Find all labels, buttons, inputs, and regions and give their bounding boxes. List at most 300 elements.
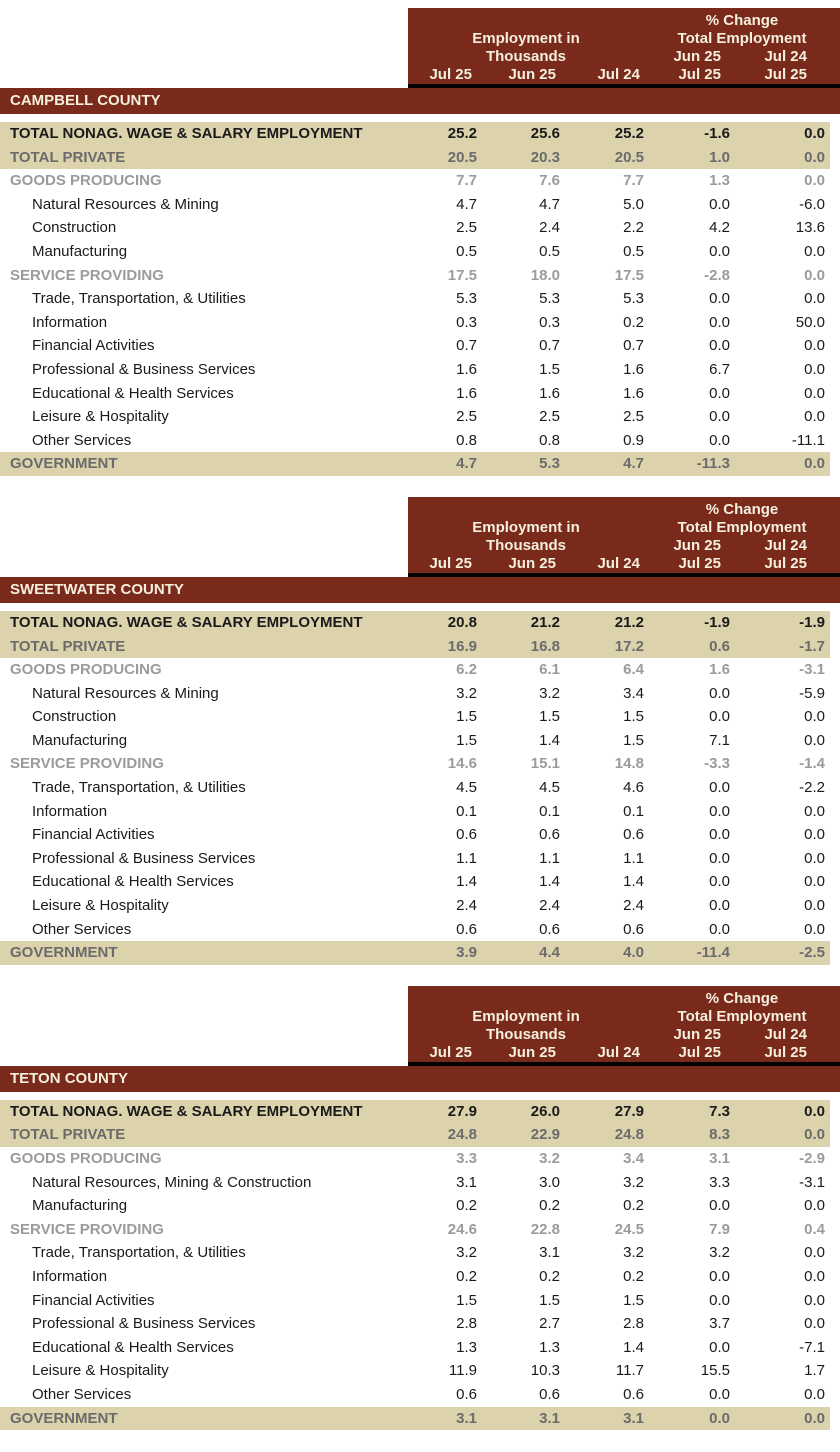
value-cell: 0.0 <box>709 873 730 891</box>
value-cell: 0.0 <box>709 1338 730 1356</box>
value-cell: -1.7 <box>799 637 825 655</box>
value-cell: 0.6 <box>539 826 560 844</box>
value-cell: 0.8 <box>456 431 477 449</box>
row-label: Educational & Health Services <box>32 384 234 402</box>
value-cell: 4.5 <box>456 779 477 797</box>
value-cell: 0.0 <box>804 920 825 938</box>
value-cell: 4.6 <box>623 779 644 797</box>
col-header-jun25: Jun 25 <box>508 66 556 83</box>
value-cell: 25.2 <box>614 125 644 142</box>
value-cell: 24.8 <box>447 1126 477 1144</box>
table-row <box>0 146 830 170</box>
value-cell: 1.3 <box>456 1338 477 1356</box>
header-line-4 <box>408 555 840 573</box>
value-cell: 17.2 <box>614 637 644 655</box>
value-cell: 0.0 <box>804 1315 825 1333</box>
value-cell: 5.3 <box>539 455 560 473</box>
value-cell: 0.0 <box>804 1102 825 1120</box>
value-cell: 0.6 <box>623 826 644 844</box>
value-cell: 1.5 <box>623 708 644 726</box>
row-label: SERVICE PROVIDING <box>10 1220 164 1238</box>
value-cell: 0.0 <box>804 1291 825 1309</box>
value-cell: 0.2 <box>623 1267 644 1285</box>
value-cell: 1.4 <box>623 1338 644 1356</box>
county-name: TETON COUNTY <box>10 1069 129 1087</box>
value-cell: 0.0 <box>804 897 825 915</box>
value-cell: 2.2 <box>623 219 644 237</box>
value-cell: 18.0 <box>530 266 560 284</box>
table-row <box>0 1312 830 1336</box>
value-cell: 1.7 <box>804 1362 825 1380</box>
total-employment-title: Total Employment <box>677 30 807 47</box>
value-cell: -2.9 <box>799 1150 825 1167</box>
ratio-jul24-denominator: Jul 25 <box>764 66 807 83</box>
value-cell: 26.0 <box>530 1102 560 1120</box>
value-cell: 3.1 <box>709 1150 730 1167</box>
value-cell: 50.0 <box>795 313 825 331</box>
value-cell: 8.3 <box>709 1126 730 1144</box>
value-cell: 2.7 <box>539 1315 560 1333</box>
col-header-jul24: Jul 24 <box>597 66 640 83</box>
value-cell: 0.1 <box>623 802 644 820</box>
value-cell: 3.7 <box>709 1315 730 1333</box>
table-row <box>0 264 830 288</box>
value-cell: 7.1 <box>709 731 730 749</box>
row-label: Trade, Transportation, & Utilities <box>32 290 246 308</box>
table-row <box>0 382 830 406</box>
row-label: Leisure & Hospitality <box>32 1362 169 1380</box>
row-label: GOODS PRODUCING <box>10 661 162 679</box>
header-line-2 <box>408 519 840 537</box>
row-label: Natural Resources & Mining <box>32 195 219 213</box>
value-cell: 1.4 <box>539 731 560 749</box>
value-cell: 0.0 <box>709 1197 730 1215</box>
value-cell: 0.8 <box>539 431 560 449</box>
value-cell: 6.4 <box>623 661 644 679</box>
value-cell: 0.0 <box>804 148 825 166</box>
value-cell: 0.0 <box>804 873 825 891</box>
value-cell: 0.6 <box>456 1385 477 1403</box>
pct-change-title: % Change <box>705 500 779 518</box>
employment-in-title: Employment in <box>472 518 580 536</box>
value-cell: 1.6 <box>623 384 644 402</box>
ratio-jul24-denominator: Jul 25 <box>764 554 807 572</box>
value-cell: 1.5 <box>456 731 477 749</box>
thousands-title: Thousands <box>485 48 566 65</box>
row-label: Information <box>32 313 108 331</box>
value-cell: 0.0 <box>804 290 825 308</box>
col-header-jul25: Jul 25 <box>429 66 472 83</box>
table-row <box>0 705 830 729</box>
value-cell: 7.6 <box>539 172 560 190</box>
value-cell: -2.5 <box>799 944 825 962</box>
table-row <box>0 894 830 918</box>
value-cell: 0.0 <box>804 1244 825 1262</box>
value-cell: 7.9 <box>709 1220 730 1238</box>
table-row <box>0 611 830 635</box>
row-label: Manufacturing <box>32 1197 128 1215</box>
table-row <box>0 847 830 871</box>
value-cell: -6.0 <box>799 195 825 213</box>
value-cell: 1.5 <box>539 708 560 726</box>
value-cell: 0.0 <box>804 242 825 260</box>
value-cell: 4.0 <box>623 944 644 962</box>
value-cell: 0.5 <box>623 242 644 260</box>
value-cell: -2.2 <box>799 779 825 797</box>
value-cell: 1.1 <box>623 849 644 867</box>
row-label: Construction <box>32 219 117 237</box>
header-line-3 <box>408 537 840 555</box>
value-cell: 2.5 <box>456 219 477 237</box>
row-label: Information <box>32 1267 108 1285</box>
value-cell: 11.7 <box>615 1362 644 1380</box>
row-label: Other Services <box>32 1385 132 1403</box>
header-line-2 <box>408 30 840 48</box>
table-row <box>0 1171 830 1195</box>
table-row <box>0 823 830 847</box>
table-row <box>0 287 830 311</box>
county-name: CAMPBELL COUNTY <box>10 92 161 109</box>
value-cell: 20.8 <box>447 613 477 631</box>
table-row <box>0 776 830 800</box>
value-cell: 0.0 <box>709 431 730 449</box>
table-row <box>0 1147 830 1171</box>
row-label: TOTAL PRIVATE <box>10 1126 126 1144</box>
table-row <box>0 870 830 894</box>
value-cell: 3.1 <box>623 1409 644 1427</box>
value-cell: 0.0 <box>804 1126 825 1144</box>
value-cell: 4.7 <box>623 455 644 473</box>
value-cell: 0.0 <box>709 779 730 797</box>
county-employment-table <box>0 986 840 1430</box>
value-cell: 0.0 <box>709 897 730 915</box>
value-cell: 4.7 <box>539 195 560 213</box>
value-cell: -1.9 <box>704 613 730 631</box>
value-cell: -11.4 <box>696 944 730 962</box>
value-cell: 4.5 <box>539 779 560 797</box>
row-label: Other Services <box>32 431 132 449</box>
value-cell: 1.4 <box>456 873 477 891</box>
value-cell: 6.1 <box>539 661 560 679</box>
value-cell: 16.9 <box>447 637 477 655</box>
value-cell: 3.2 <box>456 684 477 702</box>
value-cell: -3.1 <box>799 1173 825 1191</box>
row-label: Leisure & Hospitality <box>32 897 169 915</box>
ratio-jun25-numerator: Jun 25 <box>673 48 721 65</box>
value-cell: -11.1 <box>791 431 825 449</box>
table-row <box>0 1383 830 1407</box>
total-employment-title: Total Employment <box>677 1007 807 1025</box>
table-row <box>0 193 830 217</box>
value-cell: -2.8 <box>704 266 730 284</box>
value-cell: 1.5 <box>539 360 560 378</box>
value-cell: 0.0 <box>709 242 730 260</box>
row-label: Financial Activities <box>32 1291 155 1309</box>
value-cell: 1.5 <box>456 708 477 726</box>
value-cell: 7.3 <box>709 1102 730 1120</box>
value-cell: 25.2 <box>447 125 477 142</box>
ratio-jun25-numerator: Jun 25 <box>673 1025 721 1043</box>
value-cell: 1.5 <box>539 1291 560 1309</box>
ratio-jul24-numerator: Jul 24 <box>764 536 807 554</box>
value-cell: 0.6 <box>623 1385 644 1403</box>
header-line-2 <box>408 1008 840 1026</box>
value-cell: 0.0 <box>804 172 825 190</box>
value-cell: 0.0 <box>709 826 730 844</box>
col-header-jul24: Jul 24 <box>597 1043 640 1061</box>
row-label: Natural Resources & Mining <box>32 684 219 702</box>
value-cell: 2.5 <box>539 408 560 426</box>
value-cell: 13.6 <box>795 219 825 237</box>
county-employment-table <box>0 8 840 476</box>
value-cell: 7.7 <box>456 172 477 190</box>
ratio-jun25-numerator: Jun 25 <box>673 536 721 554</box>
value-cell: 21.2 <box>614 613 644 631</box>
row-label: TOTAL PRIVATE <box>10 637 126 655</box>
table-header <box>408 986 840 1066</box>
value-cell: 3.2 <box>539 684 560 702</box>
value-cell: 16.8 <box>530 637 560 655</box>
value-cell: 1.5 <box>623 731 644 749</box>
value-cell: 0.6 <box>623 920 644 938</box>
table-row <box>0 169 830 193</box>
table-row <box>0 1194 830 1218</box>
value-cell: 3.2 <box>623 1173 644 1191</box>
value-cell: 0.0 <box>804 731 825 749</box>
value-cell: 1.3 <box>709 172 730 190</box>
employment-in-title: Employment in <box>472 30 580 47</box>
value-cell: 0.6 <box>456 826 477 844</box>
value-cell: 0.0 <box>804 849 825 867</box>
value-cell: 0.0 <box>804 1197 825 1215</box>
value-cell: 22.8 <box>530 1220 560 1238</box>
value-cell: 4.7 <box>456 455 477 473</box>
col-header-jul25: Jul 25 <box>429 554 472 572</box>
county-bar <box>0 577 840 603</box>
table-row <box>0 358 830 382</box>
value-cell: 1.5 <box>623 1291 644 1309</box>
value-cell: 0.0 <box>804 125 825 142</box>
row-label: GOODS PRODUCING <box>10 172 162 190</box>
table-row <box>0 1336 830 1360</box>
value-cell: 0.0 <box>709 920 730 938</box>
value-cell: 3.3 <box>709 1173 730 1191</box>
row-label: GOVERNMENT <box>10 1409 118 1427</box>
row-label: GOVERNMENT <box>10 455 118 473</box>
value-cell: 20.5 <box>447 148 477 166</box>
row-label: Information <box>32 802 108 820</box>
table-row <box>0 682 830 706</box>
value-cell: 3.1 <box>539 1409 560 1427</box>
table-row <box>0 405 830 429</box>
value-cell: 0.5 <box>539 242 560 260</box>
table-row <box>0 1100 830 1124</box>
table-row <box>0 452 830 476</box>
row-label: TOTAL NONAG. WAGE & SALARY EMPLOYMENT <box>10 125 363 142</box>
value-cell: 3.4 <box>623 684 644 702</box>
value-cell: 3.2 <box>623 1244 644 1262</box>
employment-report <box>0 8 840 1430</box>
table-row <box>0 918 830 942</box>
value-cell: 3.2 <box>709 1244 730 1262</box>
employment-in-title: Employment in <box>472 1007 580 1025</box>
value-cell: -3.1 <box>799 661 825 679</box>
value-cell: 0.0 <box>804 826 825 844</box>
value-cell: 1.6 <box>623 360 644 378</box>
value-cell: 20.3 <box>530 148 560 166</box>
value-cell: 2.4 <box>456 897 477 915</box>
value-cell: -7.1 <box>799 1338 825 1356</box>
table-row <box>0 1241 830 1265</box>
value-cell: 0.4 <box>804 1220 825 1238</box>
value-cell: 0.0 <box>804 455 825 473</box>
value-cell: 0.2 <box>456 1267 477 1285</box>
value-cell: -1.9 <box>799 613 825 631</box>
value-cell: 3.9 <box>456 944 477 962</box>
value-cell: 7.7 <box>623 172 644 190</box>
value-cell: 1.6 <box>456 360 477 378</box>
value-cell: 11.9 <box>448 1362 477 1380</box>
col-header-jun25: Jun 25 <box>508 1043 556 1061</box>
value-cell: 0.2 <box>623 313 644 331</box>
table-row <box>0 752 830 776</box>
value-cell: 0.0 <box>804 408 825 426</box>
table-row <box>0 1265 830 1289</box>
value-cell: 25.6 <box>530 125 560 142</box>
table-row <box>0 1359 830 1383</box>
value-cell: 0.2 <box>539 1267 560 1285</box>
value-cell: 0.6 <box>456 920 477 938</box>
value-cell: 1.5 <box>456 1291 477 1309</box>
row-label: Manufacturing <box>32 242 128 260</box>
value-cell: 1.0 <box>709 148 730 166</box>
value-cell: -3.3 <box>704 755 730 773</box>
ratio-jun25-denominator: Jul 25 <box>678 1043 721 1061</box>
value-cell: 24.6 <box>447 1220 477 1238</box>
value-cell: 0.0 <box>709 290 730 308</box>
ratio-jul24-denominator: Jul 25 <box>764 1043 807 1061</box>
row-label: Construction <box>32 708 117 726</box>
value-cell: 1.1 <box>539 849 560 867</box>
row-label: Leisure & Hospitality <box>32 408 169 426</box>
table-row <box>0 334 830 358</box>
value-cell: 0.0 <box>804 337 825 355</box>
ratio-jul24-numerator: Jul 24 <box>764 48 807 65</box>
value-cell: 0.6 <box>709 637 730 655</box>
table-row <box>0 1407 830 1431</box>
value-cell: 3.1 <box>539 1244 560 1262</box>
table-header <box>408 8 840 88</box>
col-header-jul24: Jul 24 <box>597 554 640 572</box>
value-cell: -1.4 <box>799 755 825 773</box>
value-cell: 14.6 <box>447 755 477 773</box>
table-row <box>0 240 830 264</box>
value-cell: 0.0 <box>804 384 825 402</box>
header-line-3 <box>408 1026 840 1044</box>
value-cell: 15.5 <box>700 1362 730 1380</box>
value-cell: 3.0 <box>539 1173 560 1191</box>
value-cell: 0.0 <box>709 1385 730 1403</box>
header-line-1 <box>408 501 840 519</box>
row-label: SERVICE PROVIDING <box>10 755 164 773</box>
value-cell: 6.7 <box>709 360 730 378</box>
county-bar <box>0 1066 840 1092</box>
value-cell: 0.0 <box>709 1291 730 1309</box>
value-cell: 21.2 <box>530 613 560 631</box>
value-cell: 24.8 <box>614 1126 644 1144</box>
value-cell: 2.5 <box>623 408 644 426</box>
row-label: Trade, Transportation, & Utilities <box>32 779 246 797</box>
value-cell: 14.8 <box>614 755 644 773</box>
rows <box>0 611 830 965</box>
value-cell: 0.0 <box>709 384 730 402</box>
value-cell: 1.6 <box>539 384 560 402</box>
table-row <box>0 1218 830 1242</box>
value-cell: 0.3 <box>539 313 560 331</box>
value-cell: 0.0 <box>709 684 730 702</box>
value-cell: 4.4 <box>539 944 560 962</box>
header-line-1 <box>408 990 840 1008</box>
header-line-4 <box>408 1044 840 1062</box>
value-cell: 0.0 <box>804 266 825 284</box>
value-cell: 4.7 <box>456 195 477 213</box>
row-label: Manufacturing <box>32 731 128 749</box>
value-cell: 3.3 <box>456 1150 477 1167</box>
row-label: Professional & Business Services <box>32 1315 256 1333</box>
value-cell: -11.3 <box>696 455 730 473</box>
value-cell: -5.9 <box>799 684 825 702</box>
row-label: TOTAL NONAG. WAGE & SALARY EMPLOYMENT <box>10 1102 363 1120</box>
value-cell: 0.0 <box>709 849 730 867</box>
row-label: Professional & Business Services <box>32 849 256 867</box>
ratio-jun25-denominator: Jul 25 <box>678 66 721 83</box>
table-row <box>0 1123 830 1147</box>
value-cell: 0.7 <box>539 337 560 355</box>
value-cell: 1.3 <box>539 1338 560 1356</box>
value-cell: 5.0 <box>623 195 644 213</box>
table-row <box>0 311 830 335</box>
value-cell: 0.2 <box>623 1197 644 1215</box>
thousands-title: Thousands <box>485 536 566 554</box>
row-label: Trade, Transportation, & Utilities <box>32 1244 246 1262</box>
value-cell: 4.2 <box>709 219 730 237</box>
table-header <box>408 497 840 577</box>
table-row <box>0 429 830 453</box>
value-cell: 2.4 <box>623 897 644 915</box>
value-cell: 10.3 <box>530 1362 560 1380</box>
value-cell: 2.5 <box>456 408 477 426</box>
pct-change-title: % Change <box>705 12 779 29</box>
value-cell: -1.6 <box>704 125 730 142</box>
table-row <box>0 941 830 965</box>
value-cell: 17.5 <box>614 266 644 284</box>
value-cell: 0.0 <box>709 195 730 213</box>
col-header-jul25: Jul 25 <box>429 1043 472 1061</box>
value-cell: 27.9 <box>447 1102 477 1120</box>
value-cell: 2.8 <box>456 1315 477 1333</box>
value-cell: 1.6 <box>709 661 730 679</box>
total-employment-title: Total Employment <box>677 518 807 536</box>
value-cell: 0.0 <box>804 802 825 820</box>
county-bar <box>0 88 840 114</box>
value-cell: 0.7 <box>623 337 644 355</box>
row-label: TOTAL NONAG. WAGE & SALARY EMPLOYMENT <box>10 613 363 631</box>
value-cell: 27.9 <box>614 1102 644 1120</box>
value-cell: 0.0 <box>709 337 730 355</box>
value-cell: 3.2 <box>539 1150 560 1167</box>
value-cell: 0.6 <box>539 1385 560 1403</box>
value-cell: 0.0 <box>709 408 730 426</box>
